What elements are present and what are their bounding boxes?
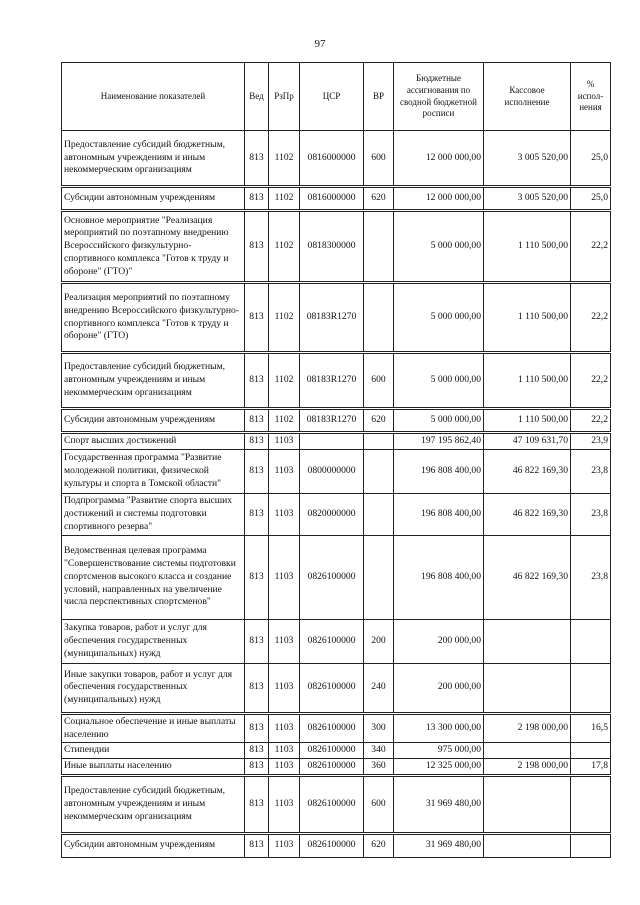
row-rzpr: 1103 [269, 619, 300, 663]
row-csr [300, 433, 364, 450]
row-vr: 600 [364, 353, 394, 409]
row-budget: 31 969 480,00 [394, 775, 484, 833]
row-name: Субсидии автономным учреждениям [62, 187, 245, 211]
row-csr: 0816000000 [300, 187, 364, 211]
row-name: Закупка товаров, работ и услуг для обеспечения государственных (муниципальных) нужд [62, 619, 245, 663]
page-number: 97 [314, 38, 326, 50]
row-budget: 5 000 000,00 [394, 353, 484, 409]
row-name: Предоставление субсидий бюджетным, автономным учреждениям и иным некоммерческим организациям [62, 353, 245, 409]
table-row [62, 775, 611, 833]
row-csr: 0826100000 [300, 713, 364, 743]
row-budget: 31 969 480,00 [394, 833, 484, 857]
row-name: Подпрограмма "Развитие спорта высших достижений и системы подготовки спортивного резерва" [62, 493, 245, 535]
row-rzpr: 1103 [269, 833, 300, 857]
row-budget: 12 325 000,00 [394, 759, 484, 776]
row-percent: 23,8 [571, 449, 611, 493]
header-csr: ЦСР [300, 63, 364, 131]
row-ved: 813 [245, 433, 269, 450]
row-rzpr: 1103 [269, 535, 300, 619]
row-rzpr: 1103 [269, 713, 300, 743]
row-percent: 22,2 [571, 211, 611, 283]
table-header-row [62, 63, 611, 131]
row-ved: 813 [245, 449, 269, 493]
row-cash [484, 743, 571, 759]
row-vr [364, 449, 394, 493]
row-rzpr: 1102 [269, 131, 300, 187]
row-csr: 0826100000 [300, 775, 364, 833]
row-cash: 46 822 169,30 [484, 493, 571, 535]
row-percent: 23,9 [571, 433, 611, 450]
row-cash [484, 619, 571, 663]
row-csr: 0826100000 [300, 663, 364, 713]
row-ved: 813 [245, 353, 269, 409]
row-vr: 300 [364, 713, 394, 743]
row-name: Государственная программа "Развитие молодежной политики, физической культуры и спорта в Томской области" [62, 449, 245, 493]
row-budget: 196 808 400,00 [394, 493, 484, 535]
table-row [62, 743, 611, 759]
row-percent: 17,8 [571, 759, 611, 776]
row-vr: 620 [364, 833, 394, 857]
row-csr: 0800000000 [300, 449, 364, 493]
row-vr [364, 493, 394, 535]
row-csr: 08183R1270 [300, 409, 364, 433]
row-percent: 25,0 [571, 131, 611, 187]
row-rzpr: 1103 [269, 663, 300, 713]
row-cash: 46 822 169,30 [484, 449, 571, 493]
row-cash: 46 822 169,30 [484, 535, 571, 619]
table-row [62, 353, 611, 409]
row-rzpr: 1103 [269, 775, 300, 833]
row-name: Социальное обеспечение и иные выплаты населению [62, 713, 245, 743]
row-percent [571, 775, 611, 833]
row-vr: 200 [364, 619, 394, 663]
row-vr: 340 [364, 743, 394, 759]
row-vr: 620 [364, 409, 394, 433]
header-percent: % испол-нения [571, 63, 611, 131]
row-percent: 22,2 [571, 409, 611, 433]
row-vr: 600 [364, 775, 394, 833]
row-cash: 3 005 520,00 [484, 187, 571, 211]
table-row [62, 535, 611, 619]
row-name: Предоставление субсидий бюджетным, автономным учреждениям и иным некоммерческим организациям [62, 131, 245, 187]
row-name: Иные закупки товаров, работ и услуг для обеспечения государственных (муниципальных) нужд [62, 663, 245, 713]
row-ved: 813 [245, 833, 269, 857]
table-row [62, 131, 611, 187]
row-rzpr: 1103 [269, 759, 300, 776]
row-name: Ведомственная целевая программа "Совершенствование системы подготовки спортсменов высокого класса и создание условий, направленных на увеличение числа перспективных спортсменов" [62, 535, 245, 619]
row-percent: 23,8 [571, 535, 611, 619]
row-csr: 0818300000 [300, 211, 364, 283]
row-cash: 1 110 500,00 [484, 353, 571, 409]
row-vr: 240 [364, 663, 394, 713]
row-budget: 12 000 000,00 [394, 131, 484, 187]
header-ved: Вед [245, 63, 269, 131]
row-percent [571, 833, 611, 857]
header-name: Наименование показателей [62, 63, 245, 131]
row-csr: 0820000000 [300, 493, 364, 535]
row-vr [364, 211, 394, 283]
row-ved: 813 [245, 535, 269, 619]
row-cash [484, 663, 571, 713]
row-vr: 620 [364, 187, 394, 211]
row-vr [364, 433, 394, 450]
row-cash: 1 110 500,00 [484, 211, 571, 283]
row-rzpr: 1103 [269, 449, 300, 493]
table-row [62, 187, 611, 211]
table-row [62, 759, 611, 776]
row-cash: 1 110 500,00 [484, 409, 571, 433]
row-percent: 22,2 [571, 283, 611, 353]
budget-table [61, 62, 611, 858]
table-row [62, 493, 611, 535]
row-name: Предоставление субсидий бюджетным, автономным учреждениям и иным некоммерческим организациям [62, 775, 245, 833]
table-row [62, 833, 611, 857]
row-cash: 2 198 000,00 [484, 759, 571, 776]
row-rzpr: 1103 [269, 743, 300, 759]
row-rzpr: 1102 [269, 283, 300, 353]
row-vr: 360 [364, 759, 394, 776]
row-percent: 16,5 [571, 713, 611, 743]
row-budget: 196 808 400,00 [394, 449, 484, 493]
row-budget: 200 000,00 [394, 619, 484, 663]
row-name: Субсидии автономным учреждениям [62, 409, 245, 433]
row-vr: 600 [364, 131, 394, 187]
row-cash: 2 198 000,00 [484, 713, 571, 743]
row-vr [364, 535, 394, 619]
row-budget: 5 000 000,00 [394, 409, 484, 433]
row-cash: 3 005 520,00 [484, 131, 571, 187]
row-ved: 813 [245, 743, 269, 759]
table-row [62, 619, 611, 663]
row-csr: 0826100000 [300, 759, 364, 776]
row-percent [571, 663, 611, 713]
row-name: Стипендии [62, 743, 245, 759]
row-budget: 5 000 000,00 [394, 283, 484, 353]
row-budget: 200 000,00 [394, 663, 484, 713]
row-rzpr: 1102 [269, 353, 300, 409]
row-csr: 0826100000 [300, 535, 364, 619]
row-ved: 813 [245, 663, 269, 713]
row-ved: 813 [245, 187, 269, 211]
header-cash: Кассовое исполнение [484, 63, 571, 131]
row-vr [364, 283, 394, 353]
row-csr: 0826100000 [300, 743, 364, 759]
row-ved: 813 [245, 775, 269, 833]
row-name: Спорт высших достижений [62, 433, 245, 450]
row-rzpr: 1103 [269, 493, 300, 535]
row-rzpr: 1103 [269, 433, 300, 450]
row-ved: 813 [245, 283, 269, 353]
row-budget: 5 000 000,00 [394, 211, 484, 283]
row-ved: 813 [245, 409, 269, 433]
row-csr: 0826100000 [300, 833, 364, 857]
row-cash [484, 833, 571, 857]
table-row [62, 449, 611, 493]
table-row [62, 409, 611, 433]
row-budget: 975 000,00 [394, 743, 484, 759]
row-ved: 813 [245, 493, 269, 535]
row-percent: 23,8 [571, 493, 611, 535]
row-budget: 196 808 400,00 [394, 535, 484, 619]
row-rzpr: 1102 [269, 409, 300, 433]
row-name: Субсидии автономным учреждениям [62, 833, 245, 857]
row-csr: 08183R1270 [300, 353, 364, 409]
row-ved: 813 [245, 619, 269, 663]
row-csr: 0826100000 [300, 619, 364, 663]
table-row [62, 663, 611, 713]
row-rzpr: 1102 [269, 211, 300, 283]
row-budget: 13 300 000,00 [394, 713, 484, 743]
row-name: Основное мероприятие "Реализация мероприятий по поэтапному внедрению Всероссийского физкультурно-спортивного комплекса "Готов к труду и обороне" (ГТО)" [62, 211, 245, 283]
row-ved: 813 [245, 759, 269, 776]
row-cash [484, 775, 571, 833]
row-percent: 22,2 [571, 353, 611, 409]
table-row [62, 713, 611, 743]
row-name: Иные выплаты населению [62, 759, 245, 776]
table-row [62, 283, 611, 353]
row-percent [571, 619, 611, 663]
row-csr: 0816000000 [300, 131, 364, 187]
row-cash: 47 109 631,70 [484, 433, 571, 450]
row-name: Реализация мероприятий по поэтапному внедрению Всероссийского физкультурно-спортивного комплекса "Готов к труду и обороне" (ГТО) [62, 283, 245, 353]
row-ved: 813 [245, 713, 269, 743]
row-percent [571, 743, 611, 759]
table-row [62, 433, 611, 450]
row-rzpr: 1102 [269, 187, 300, 211]
header-budget: Бюджетные ассигнования по сводной бюджетной росписи [394, 63, 484, 131]
row-budget: 197 195 862,40 [394, 433, 484, 450]
row-budget: 12 000 000,00 [394, 187, 484, 211]
header-vr: ВР [364, 63, 394, 131]
header-rzpr: РзПр [269, 63, 300, 131]
row-ved: 813 [245, 131, 269, 187]
row-csr: 08183R1270 [300, 283, 364, 353]
table-row [62, 211, 611, 283]
row-ved: 813 [245, 211, 269, 283]
row-percent: 25,0 [571, 187, 611, 211]
row-cash: 1 110 500,00 [484, 283, 571, 353]
